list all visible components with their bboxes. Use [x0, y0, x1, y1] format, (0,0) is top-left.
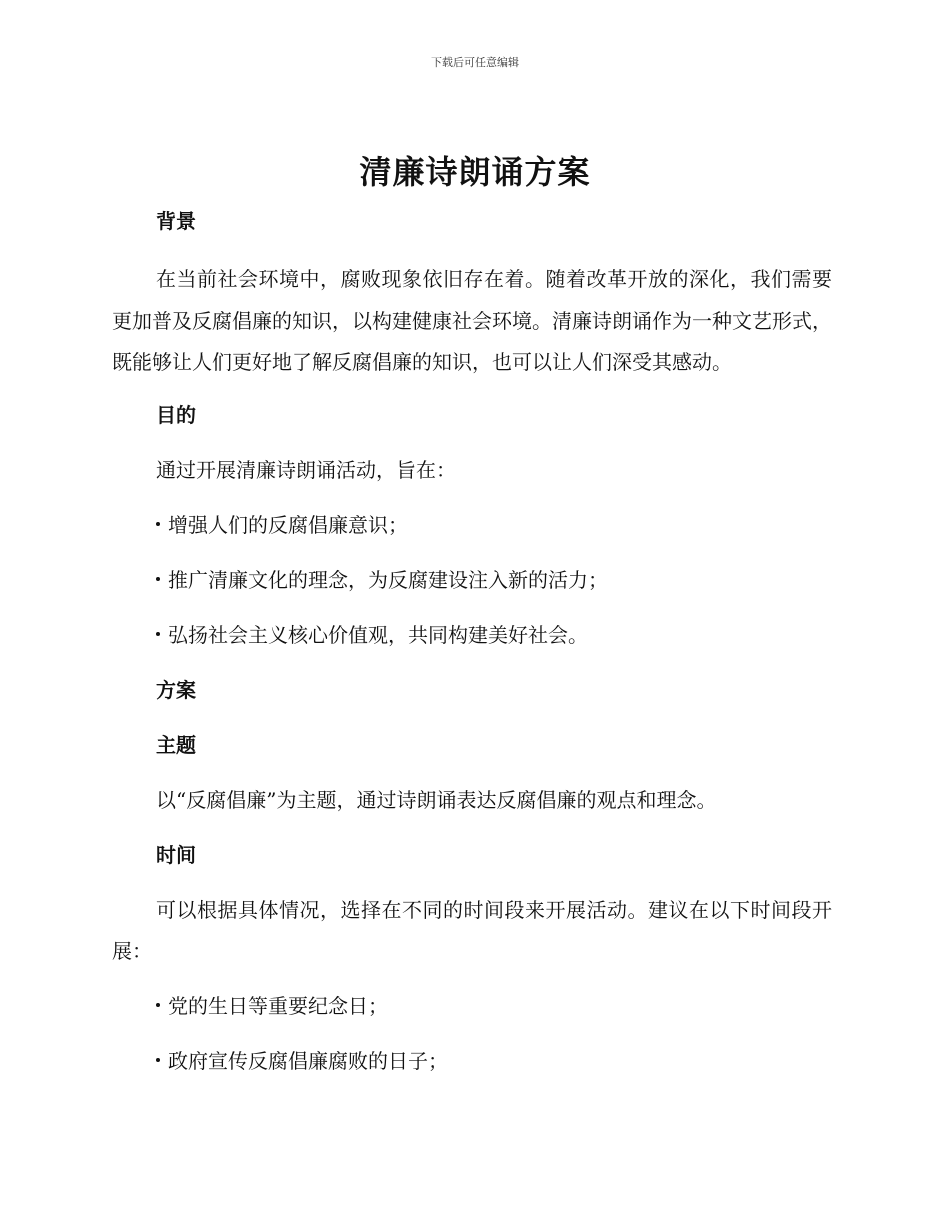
header-note: 下载后可任意编辑 [431, 56, 519, 69]
bullet-dot-icon [156, 1003, 160, 1007]
bullet-dot-icon [156, 632, 160, 636]
heading-plan: 方案 [156, 677, 196, 702]
bullet-dot-icon [156, 522, 160, 526]
document-body [112, 200, 832, 1076]
time-paragraph: 可以根据具体情况，选择在不同的时间段来开展活动。建议在以下时间段开展： [112, 897, 832, 963]
purpose-bullet-text: 推广清廉文化的理念，为反腐建设注入新的活力； [168, 567, 608, 592]
purpose-bullet [112, 510, 832, 540]
purpose-bullet-text: 弘扬社会主义核心价值观，共同构建美好社会。 [168, 622, 588, 647]
document-title: 清廉诗朗诵方案 [359, 153, 591, 191]
purpose-bullet-text: 增强人们的反腐倡廉意识； [168, 512, 408, 537]
heading-background: 背景 [156, 209, 196, 233]
heading-time: 时间 [156, 842, 196, 867]
time-bullet [112, 991, 832, 1021]
heading-purpose: 目的 [156, 402, 196, 427]
purpose-bullet [112, 565, 832, 595]
time-bullet [112, 1046, 832, 1076]
purpose-bullet [112, 620, 832, 650]
theme-text: 以“反腐倡廉”为主题，通过诗朗诵表达反腐倡廉的观点和理念。 [156, 787, 717, 812]
heading-theme: 主题 [156, 732, 196, 757]
purpose-intro: 通过开展清廉诗朗诵活动，旨在： [156, 457, 456, 482]
time-bullet-text: 党的生日等重要纪念日； [168, 993, 388, 1018]
time-bullet-text: 政府宣传反腐倡廉腐败的日子； [168, 1048, 448, 1073]
background-paragraph: 在当前社会环境中，腐败现象依旧存在着。随着改革开放的深化，我们需要更加普及反腐倡廉的知识，以构建健康社会环境。清廉诗朗诵作为一种文艺形式，既能够让人们更好地了解反腐倡廉的知识，也可以让人们深受其感动。 [112, 267, 832, 374]
bullet-dot-icon [156, 577, 160, 581]
bullet-dot-icon [156, 1058, 160, 1062]
